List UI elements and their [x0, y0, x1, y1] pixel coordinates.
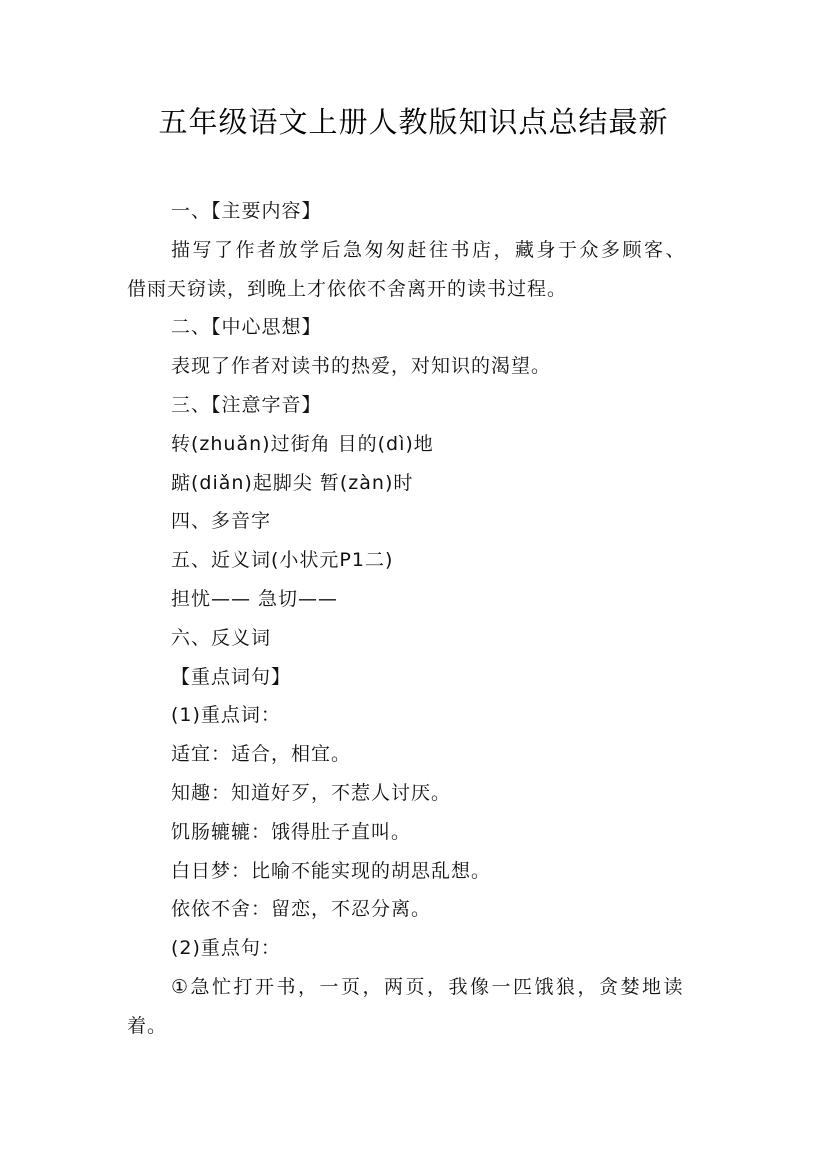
paragraph-line: 借雨天窃读，到晚上才依依不舍离开的读书过程。: [127, 277, 568, 300]
section-heading-central-idea: 二、【中心思想】: [171, 316, 322, 339]
sentence-line: ①急忙打开书，一页，两页，我像一匹饿狼，贪婪地读: [171, 975, 686, 998]
section-heading-pronunciation: 三、【注意字音】: [171, 393, 322, 416]
pronunciation-line: 转(zhuǎn)过街角 目的(dì)地: [171, 432, 434, 455]
paragraph-line: 表现了作者对读书的热爱，对知识的渴望。: [171, 355, 552, 378]
subheading-key-words: (1)重点词：: [171, 704, 281, 727]
definition-line: 饥肠辘辘：饿得肚子直叫。: [171, 820, 412, 843]
document-title: 五年级语文上册人教版知识点总结最新: [158, 105, 669, 139]
definition-line: 知趣：知道好歹，不惹人讨厌。: [171, 781, 452, 804]
definition-line: 适宜：适合，相宜。: [171, 743, 352, 766]
section-heading-main-content: 一、【主要内容】: [171, 200, 322, 222]
section-heading-antonyms: 六、反义词: [171, 626, 272, 649]
section-heading-polyphones: 四、多音字: [171, 510, 272, 533]
sentence-line: 着。: [127, 1014, 168, 1037]
synonym-line: 担忧—— 急切——: [171, 587, 339, 610]
pronunciation-line: 踮(diǎn)起脚尖 暂(zàn)时: [171, 471, 414, 494]
document-body: [127, 192, 727, 1046]
definition-line: 依依不舍：留恋，不忍分离。: [171, 898, 432, 921]
definition-line: 白日梦：比喻不能实现的胡思乱想。: [171, 859, 492, 882]
section-heading-synonyms: 五、近义词(小状元P1二): [171, 549, 394, 572]
paragraph-line: 描写了作者放学后急匆匆赶往书店，藏身于众多顾客、: [171, 238, 688, 261]
section-heading-key-words: 【重点词句】: [171, 665, 292, 688]
subheading-key-sentences: (2)重点句：: [171, 937, 281, 960]
